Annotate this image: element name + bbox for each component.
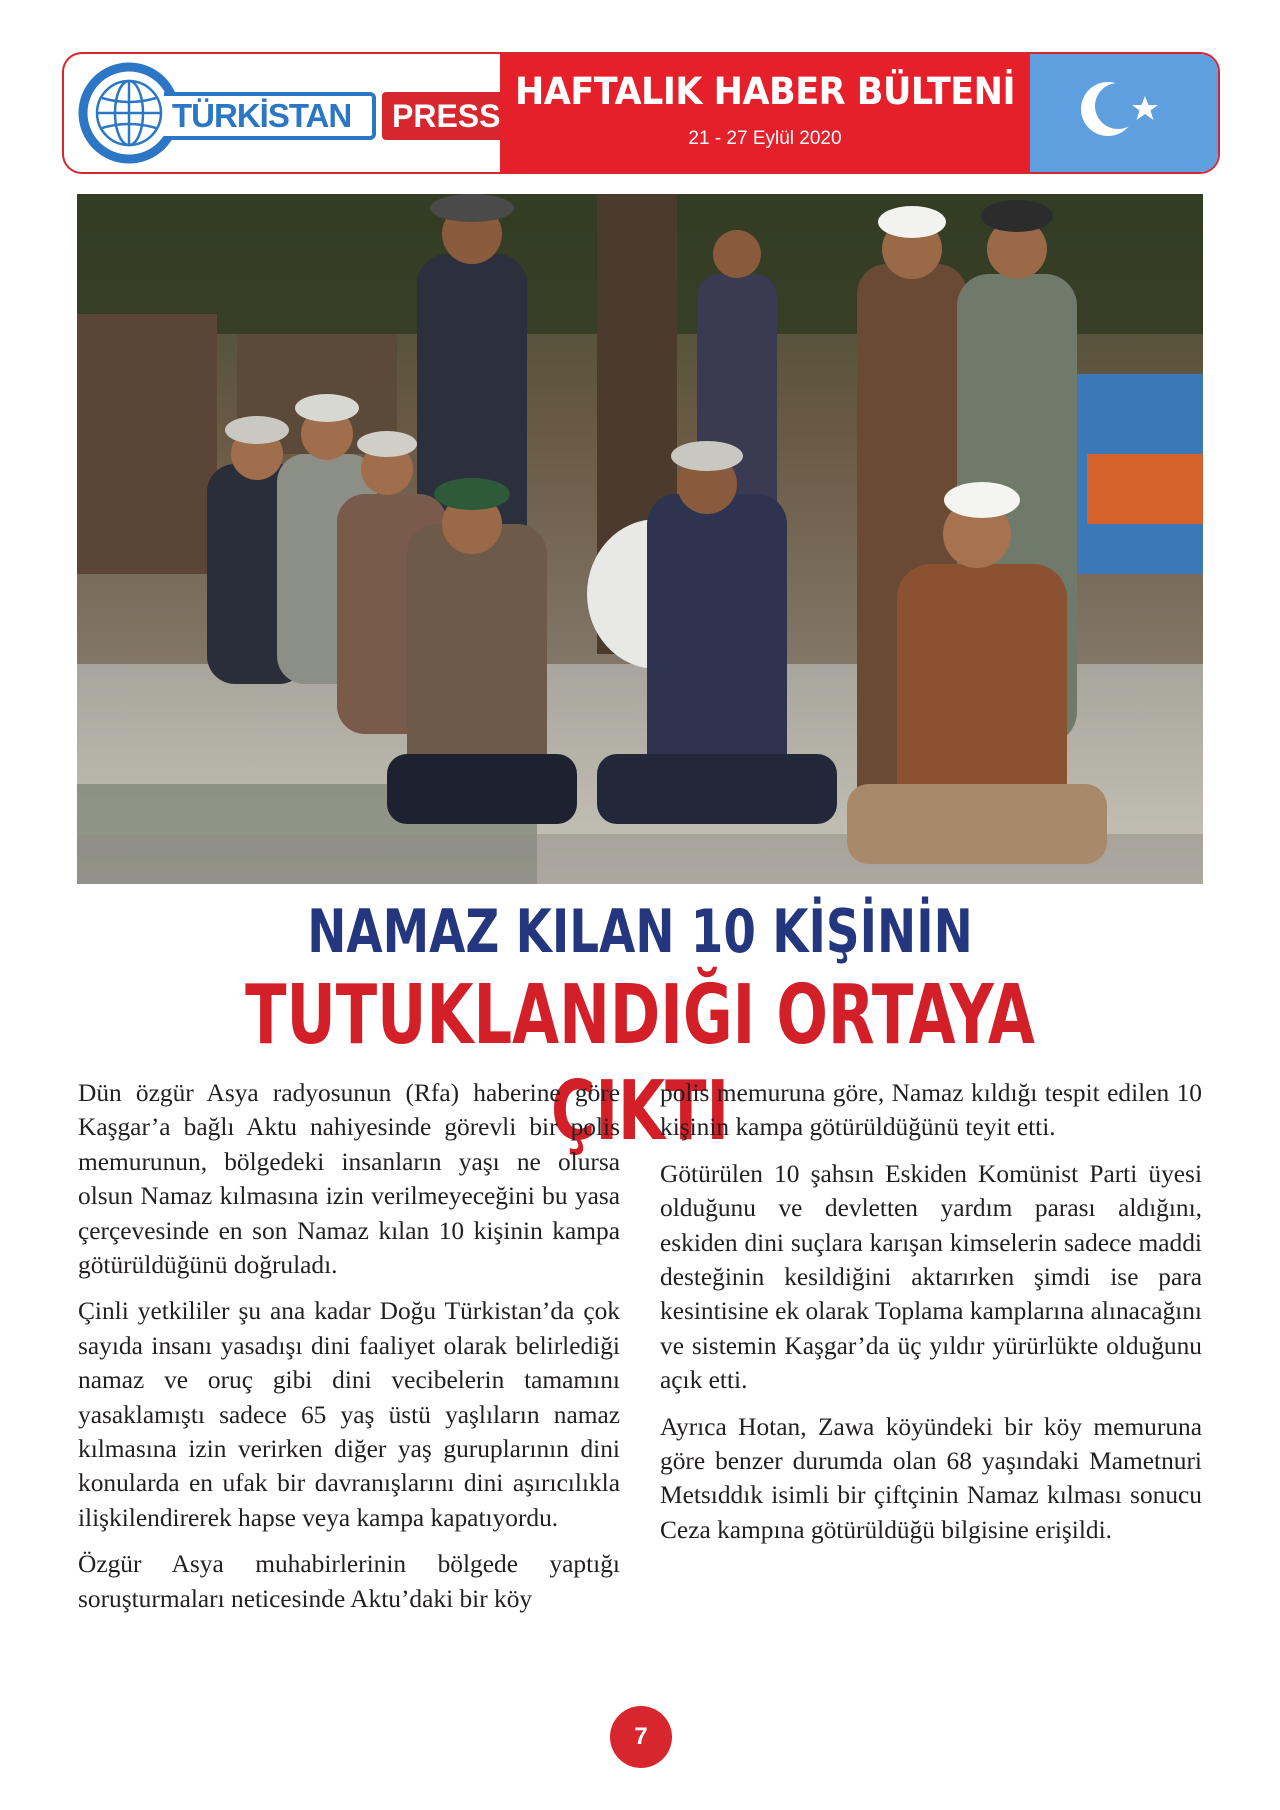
- page-number: 7: [610, 1706, 672, 1768]
- photo-men-praying: [77, 194, 1203, 884]
- east-turkistan-flag-icon: [1030, 54, 1220, 172]
- article-paragraph: Ayrıca Hotan, Zawa köyündeki bir köy memuruna göre benzer durumda olan 68 yaşındaki Mametnuri Metsıddık isimli bir çiftçinin Namaz kılması sonucu Ceza kampına götürüldüğü bilgisine erişildi.: [660, 1412, 1202, 1544]
- flag-block: [1030, 54, 1220, 172]
- logo-text: TÜRKİSTAN: [172, 97, 352, 134]
- turkistan-press-logo: [64, 54, 500, 172]
- article-paragraph: Çinli yetkililer şu ana kadar Doğu Türkistan’da çok sayıda insanı yasadışı dini faaliyet olarak belirlediği namaz ve oruç gibi dini vecibelerin tamamını yasaklamıştı sadece 65 yaş üstü yaşlıların namaz kılmasına izin verirken diğer yaş guruplarının dini konularda en ufak bir davranışlarını dini aşırıcılıkla ilişkilendirerek hapse veya kampa kapatıyordu.: [78, 1297, 620, 1532]
- article-paragraph: polis memuruna göre, Namaz kıldığı tespit edilen 10 kişinin kampa götürüldüğünü teyit etti.: [660, 1079, 1202, 1142]
- bulletin-title: HAFTALIK HABER BÜLTENİ: [515, 70, 1015, 114]
- headline-line-2: TUTUKLANDIĞI ORTAYA ÇIKTI: [245, 968, 1035, 1159]
- article-paragraph: Özgür Asya muhabirlerinin bölgede yaptığı soruşturmaları neticesinde Aktu’daki bir köy: [78, 1550, 620, 1613]
- article-paragraph: Götürülen 10 şahsın Eskiden Komünist Parti üyesi olduğunu ve devletten yardım parası aldığını, eskiden dini suçlara karışan kimselerin sadece maddi desteğinin kesildiğini aktarırken şimdi ise para kesintisine ek olarak Toplama kamplarına alınacağını ve sistemin Kaşgar’da üç yıldır yürürlükte olduğunu açık etti.: [660, 1159, 1202, 1395]
- bulletin-date: 21 - 27 Eylül 2020: [688, 128, 842, 149]
- article-paragraph: Dün özgür Asya radyosunun (Rfa) haberine göre Kaşgar’a bağlı Aktu nahiyesinde görevli bir polis memurunun, bölgedeki insanların yaşı ne olursa olsun Namaz kılmasına izin verilmeyeceğini bu yasa çerçevesinde en son Namaz kılan 10 kişinin kampa götürüldüğünü doğruladı.: [78, 1079, 620, 1280]
- article-photo: [77, 194, 1203, 884]
- logo-press-text: PRESS: [392, 98, 501, 134]
- headline-line-1: NAMAZ KILAN 10 KİŞİNİN: [307, 897, 973, 967]
- article-column-left: [78, 1076, 620, 1628]
- bulletin-title-block: [500, 54, 1030, 172]
- article-column-right: [660, 1076, 1202, 1559]
- bulletin-header: [62, 52, 1220, 174]
